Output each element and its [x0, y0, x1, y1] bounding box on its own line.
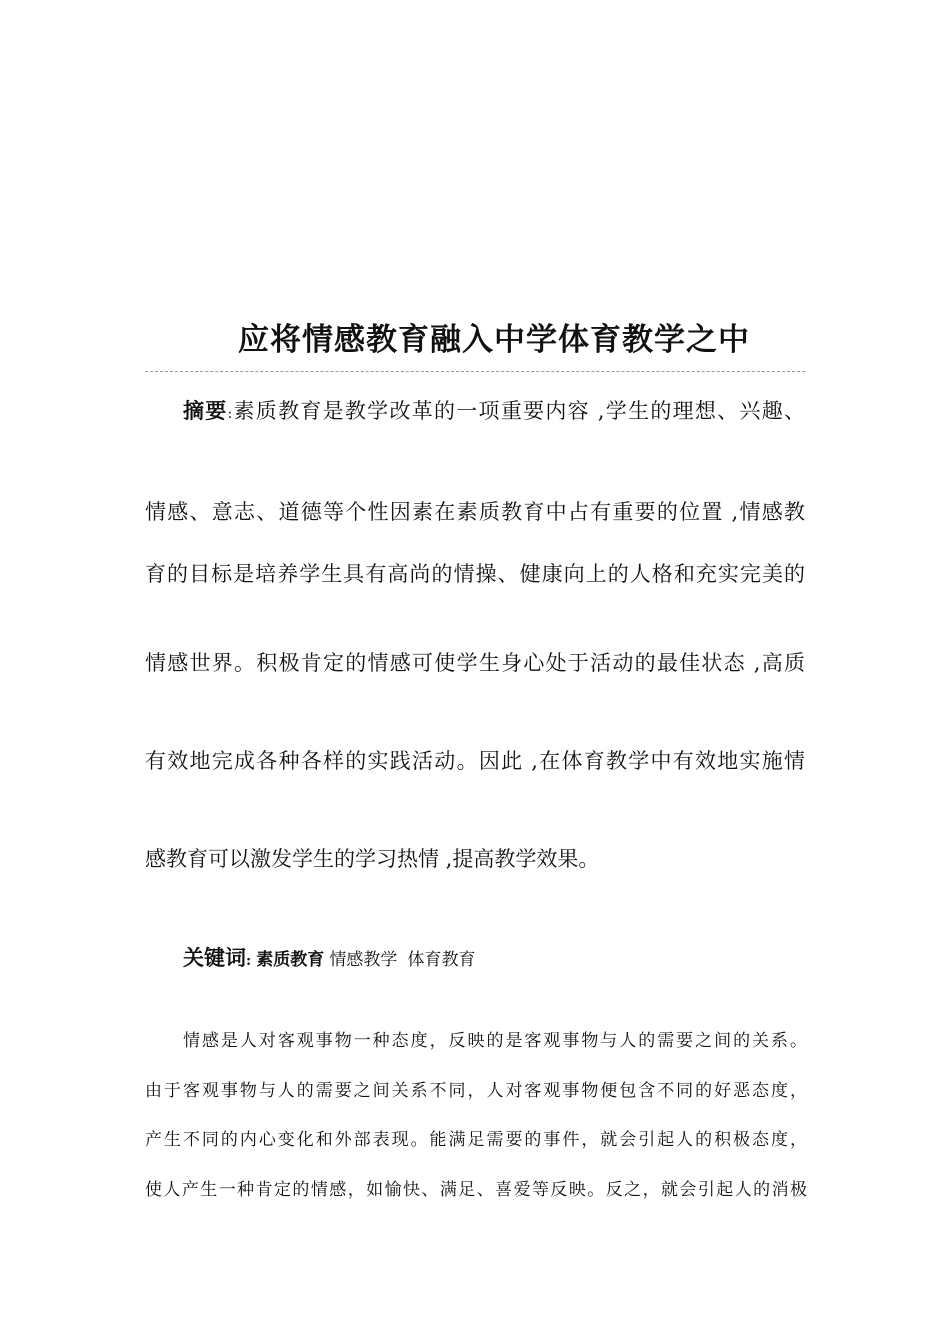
- page-title: 应将情感教育融入中学体育教学之中: [238, 322, 750, 358]
- abstract-label: 摘要: [183, 399, 228, 423]
- abstract-line: 情感世界。积极肯定的情感可使学生身心处于活动的最佳状态 ,高质: [145, 651, 805, 675]
- abstract-line: 有效地完成各种各样的实践活动。因此 ,在体育教学中有效地实施情: [145, 749, 805, 773]
- abstract-line: [183, 397, 805, 428]
- body-paragraph-line: 情感是人对客观事物一种态度，反映的是客观事物与人的需要之间的关系。: [183, 1031, 807, 1051]
- title-divider: [145, 371, 805, 372]
- keyword: 情感教学: [329, 950, 398, 970]
- keyword: 素质教育: [256, 950, 325, 970]
- abstract-line: 感教育可以激发学生的学习热情 ,提高教学效果。: [145, 847, 600, 871]
- body-paragraph-line: 由于客观事物与人的需要之间关系不同，人对客观事物便包含不同的好恶态度，: [145, 1081, 807, 1101]
- keywords-row: [183, 944, 476, 975]
- keyword: 体育教育: [407, 950, 476, 970]
- abstract-text: 素质教育是教学改革的一项重要内容 ,学生的理想、兴趣、: [232, 399, 805, 423]
- keywords-label: 关键词: [183, 946, 246, 970]
- abstract-line: 情感、意志、道德等个性因素在素质教育中占有重要的位置 ,情感教: [145, 500, 805, 524]
- abstract-colon: :: [227, 406, 233, 422]
- abstract-line: 育的目标是培养学生具有高尚的情操、健康向上的人格和充实完美的: [145, 562, 805, 586]
- body-paragraph-line: 产生不同的内心变化和外部表现。能满足需要的事件，就会引起人的积极态度，: [145, 1130, 807, 1150]
- body-paragraph-line: 使人产生一种肯定的情感，如愉快、满足、喜爱等反映。反之，就会引起人的消极: [145, 1180, 807, 1200]
- keywords-colon: :: [246, 953, 252, 969]
